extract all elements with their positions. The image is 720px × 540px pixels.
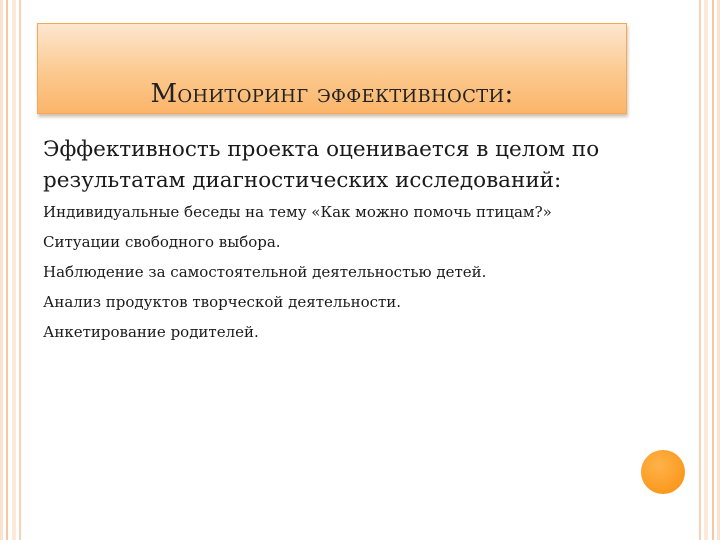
content-area <box>43 134 618 352</box>
decorative-circle <box>641 450 685 494</box>
left-stripe-border <box>0 0 32 540</box>
list-item: Наблюдение за самостоятельной деятельностью детей. <box>43 263 487 281</box>
list-item: Индивидуальные беседы на тему «Как можно помочь птицам?» <box>43 203 552 221</box>
lead-paragraph: Эффективность проекта оценивается в целом по результатам диагностических исследований: <box>43 137 600 193</box>
list-item: Анкетирование родителей. <box>43 323 259 341</box>
title-box <box>37 23 627 114</box>
list-item: Ситуации свободного выбора. <box>43 233 281 251</box>
slide-title: Мониторинг эффективности: <box>150 79 514 109</box>
list-item: Анализ продуктов творческой деятельности. <box>43 293 402 311</box>
item-list <box>43 202 618 343</box>
right-stripe-border <box>688 0 720 540</box>
